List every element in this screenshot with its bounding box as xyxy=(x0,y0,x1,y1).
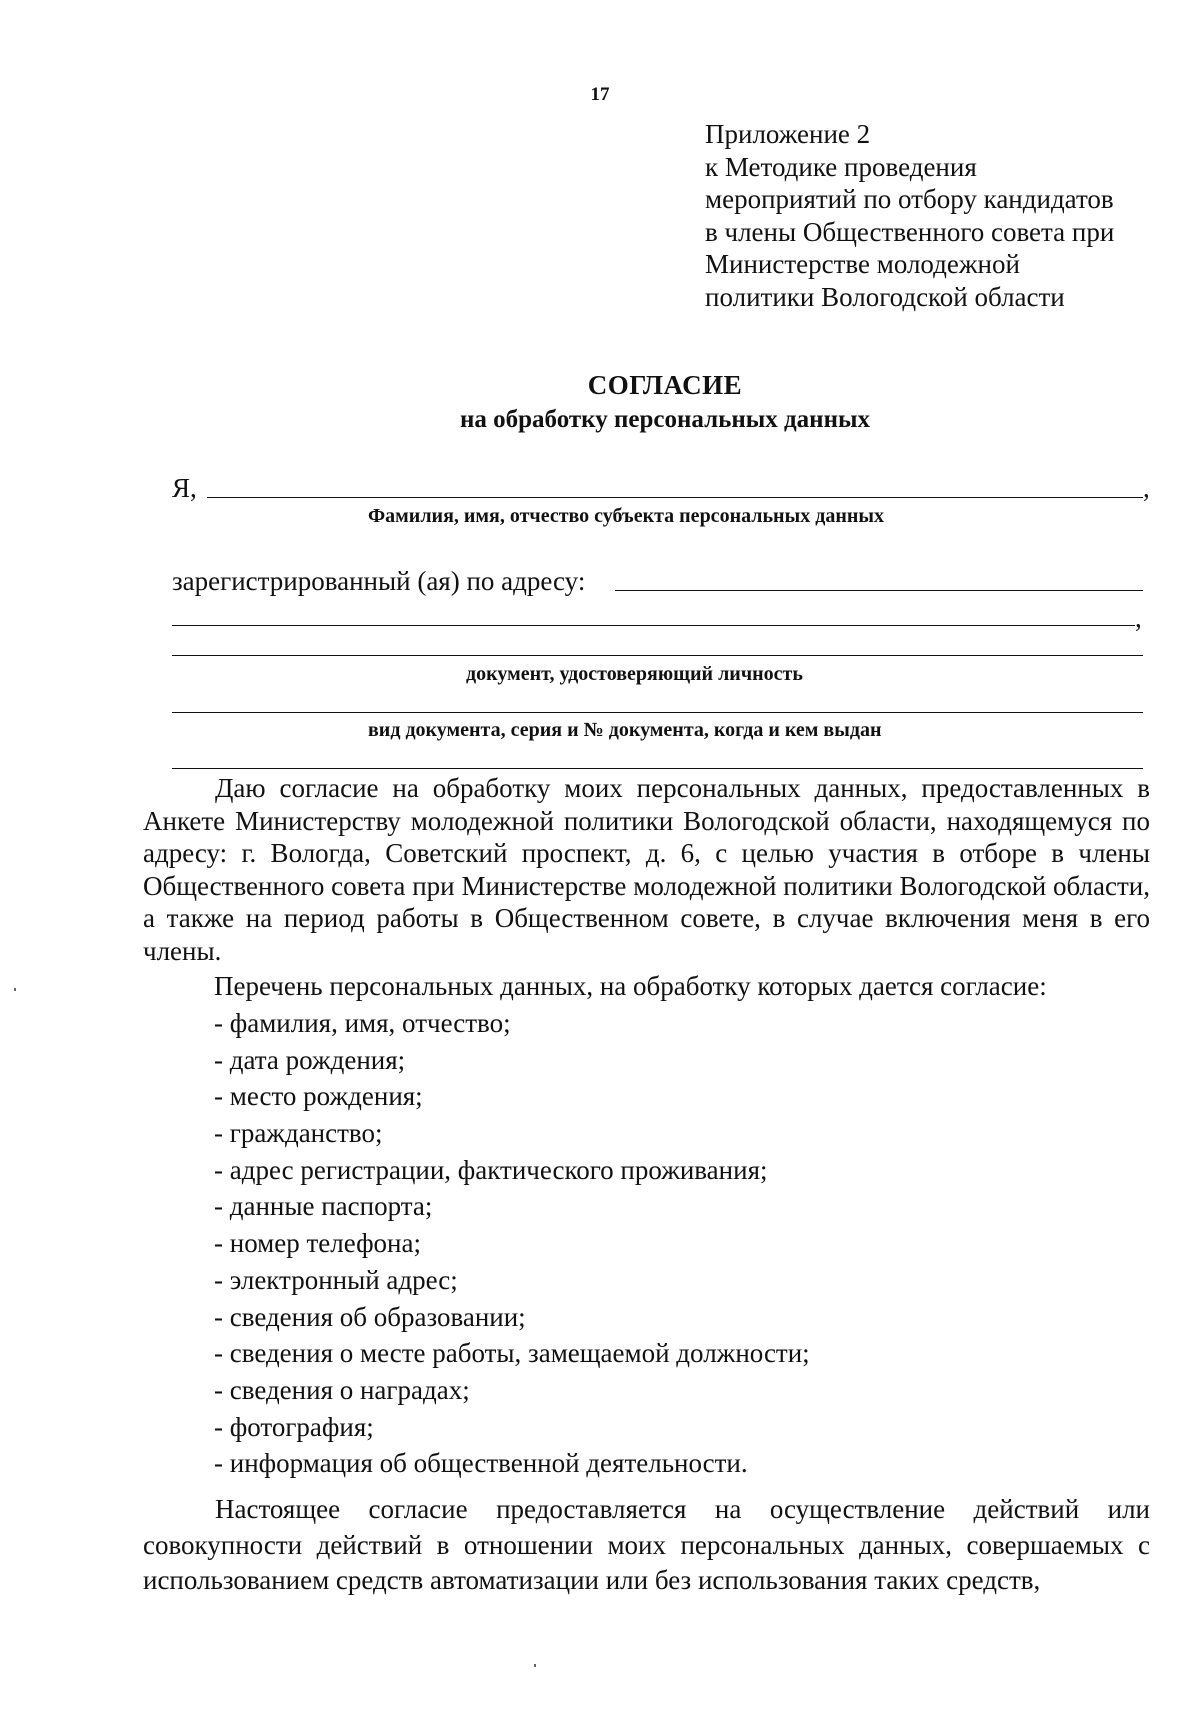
page-number: 17 xyxy=(590,84,610,105)
appendix-reference xyxy=(705,118,1114,313)
list-item: - информация об общественной деятельности. xyxy=(214,1448,748,1479)
address-field-1[interactable] xyxy=(615,590,1143,591)
personal-data-list xyxy=(214,1005,810,1482)
identity-document-caption: документ, удостоверяющий личность xyxy=(466,663,803,685)
scan-mark xyxy=(534,1664,536,1667)
address-label: зарегистрированный (ая) по адресу: xyxy=(172,566,586,596)
list-item: - сведения о месте работы, замещаемой должности; xyxy=(214,1338,810,1369)
list-item: - место рождения; xyxy=(214,1081,423,1112)
list-item: - фотография; xyxy=(214,1411,374,1442)
appendix-line: в члены Общественного совета при xyxy=(705,216,1115,247)
identity-document-field[interactable] xyxy=(172,655,1143,656)
document-details-field-2[interactable] xyxy=(172,768,1143,769)
list-item: - дата рождения; xyxy=(214,1044,406,1075)
list-item: - сведения об образовании; xyxy=(214,1301,526,1332)
appendix-line: Министерстве молодежной xyxy=(705,249,1020,279)
appendix-line: Приложение 2 xyxy=(705,119,871,149)
list-intro: Перечень персональных данных, на обработку которых дается согласие: xyxy=(214,971,1047,1001)
appendix-line: политики Вологодской области xyxy=(705,281,1065,312)
appendix-line: мероприятий по отбору кандидатов xyxy=(705,184,1114,214)
list-item: - фамилия, имя, отчество; xyxy=(214,1008,511,1038)
address-field-2[interactable] xyxy=(172,625,1135,626)
list-item: - номер телефона; xyxy=(214,1228,421,1259)
i-label: Я, xyxy=(172,473,197,503)
list-item: - данные паспорта; xyxy=(214,1191,433,1222)
fio-caption: Фамилия, имя, отчество субъекта персональных данных xyxy=(368,505,884,527)
consent-text: Даю согласие на обработку моих персональных данных, предоставленных в Анкете Министерству молодежной политики Вологодской области, находящемуся по адресу: г. Вологда, Советский проспект, д. 6, с целью участия в отборе в члены Общественного совета при Министерстве молодежной политики Вологодской области, а также на период работы в Общественном совете, в случае включения меня в его члены. xyxy=(143,773,1150,966)
appendix-line: к Методике проведения xyxy=(705,151,977,182)
final-paragraph xyxy=(143,1492,1150,1599)
document-subtitle: на обработку персональных данных xyxy=(460,406,870,433)
document-details-field[interactable] xyxy=(172,712,1143,713)
consent-paragraph xyxy=(143,772,1150,967)
list-item: - сведения о наградах; xyxy=(214,1374,470,1405)
comma: , xyxy=(1143,473,1150,503)
comma: , xyxy=(1135,603,1142,633)
fio-field[interactable] xyxy=(207,497,1143,498)
document-title: СОГЛАСИЕ xyxy=(587,370,743,400)
document-details-caption: вид документа, серия и № документа, когда и кем выдан xyxy=(368,719,882,741)
list-item: - гражданство; xyxy=(214,1118,383,1149)
scan-mark xyxy=(14,988,16,991)
final-text: Настоящее согласие предоставляется на осуществление действий или совокупности действий в отношении моих персональных данных, совершаемых с использованием средств автоматизации или без использования таких средств, xyxy=(143,1494,1150,1595)
list-item: - адрес регистрации, фактического проживания; xyxy=(214,1154,768,1185)
list-item: - электронный адрес; xyxy=(214,1264,458,1295)
